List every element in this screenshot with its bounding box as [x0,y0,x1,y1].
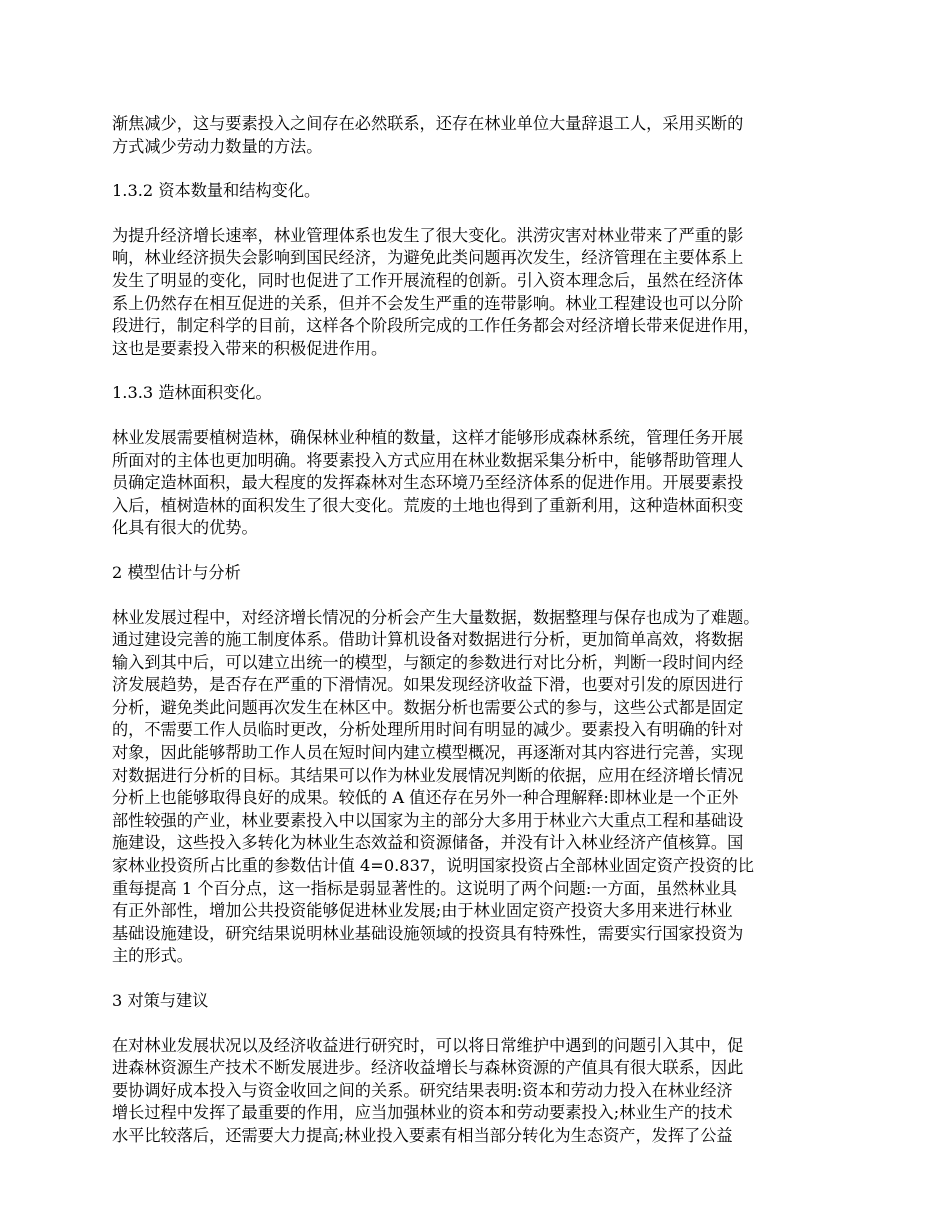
section-heading-1-3-2: 1.3.2 资本数量和结构变化。 [112,181,321,201]
document-page [112,113,847,1170]
paragraph-afforestation-area: 林业发展需要植树造林，确保林业种植的数量，这样才能够形成森林系统，管理任务开展 所面对的主体也更加明确。将要素投入方式应用在林业数据采集分析中，能够帮助管理人 员确定造林面积，最大程度的发挥森林对生态环境乃至经济体系的促进作用。开展要素投 入后，植树造林的面积发生了很大变化。荒废的土地也得到了重新利用，这种造林面积变 化具有很大的优势。 [112,427,744,538]
section-heading-2: 2 模型估计与分析 [112,562,241,582]
paragraph-recommendations: 在对林业发展状况以及经济收益进行研究时，可以将日常维护中遇到的问题引入其中，促 进森林资源生产技术不断发展进步。经济收益增长与森林资源的产值具有很大联系，因此 要协调好成本投入与资金收回之间的关系。研究结果表明:资本和劳动力投入在林业经济 增长过程中发挥了最重要的作用，应当加强林业的资本和劳动要素投入;林业生产的技术 水平比较落后，还需要大力提高;林业投入要素有相当部分转化为生态资产，发挥了公益 [112,1035,744,1145]
section-heading-3: 3 对策与建议 [112,991,209,1010]
paragraph-capital-structure: 为提升经济增长速率，林业管理体系也发生了很大变化。洪涝灾害对林业带来了严重的影 响，林业经济损失会影响到国民经济，为避免此类问题再次发生，经济管理在主要体系上 发生了明显的变化，同时也促进了工作开展流程的创新。引入资本理念后，虽然在经济体 系上仍然存在相互促进的关系，但并不会发生严重的连带影响。林业工程建设也可以分阶 段进行，制定科学的目前，这样各个阶段所完成的工作任务都会对经济增长带来促进作用， 这也是要素投入带来的积极促进作用。 [112,225,760,358]
paragraph-model-analysis: 林业发展过程中，对经济增长情况的分析会产生大量数据，数据整理与保存也成为了难题。 通过建设完善的施工制度体系。借助计算机设备对数据进行分析，更加简单高效，将数据 输入到其中后，可以建立出统一的模型，与额定的参数进行对比分析，判断一段时间内经 济发展趋势，是否存在严重的下滑情况。如果发现经济收益下滑，也要对引发的原因进行 分析，避免类此问题再次发生在林区中。数据分析也需要公式的参与，这些公式都是固定 的，不需要工作人员临时更改，分析处理所用时间有明显的减少。要素投入有明确的针对 对象，因此能够帮助工作人员在短时间内建立模型概况，再逐渐对其内容进行完善，实现 对数据进行分析的目标。其结果可以作为林业发展情况判断的依据，应用在经济增长情况 分析上也能够取得良好的成果。较低的 A 值还存在另外一种合理解释:即林业是一个正外 部性较强的产业，林业要素投入中以国家为主的部分大多用于林业六大重点工程和基础设 施建设，这些投入多转化为林业生态效益和资源储备，并没有计入林业经济产值核算。国 家林业投资所占比重的参数估计值 4=0.837，说明国家投资占全部林业固定资产投资的比 重每提高 1 个百分点，这一指标是弱显著性的。这说明了两个问题:一方面，虽然林业具 有正外部性，增加公共投资能够促进林业发展;由于林业固定资产投资大多用来进行林业 基础设施建设，研究结果说明林业基础设施领域的投资具有特殊性，需要实行国家投资为 主的形式。 [112,607,760,966]
section-heading-1-3-3: 1.3.3 造林面积变化。 [112,383,272,403]
paragraph-labor-reduction: 渐焦减少，这与要素投入之间存在必然联系，还存在林业单位大量辞退工人，采用买断的 方式减少劳动力数量的方法。 [112,114,744,156]
